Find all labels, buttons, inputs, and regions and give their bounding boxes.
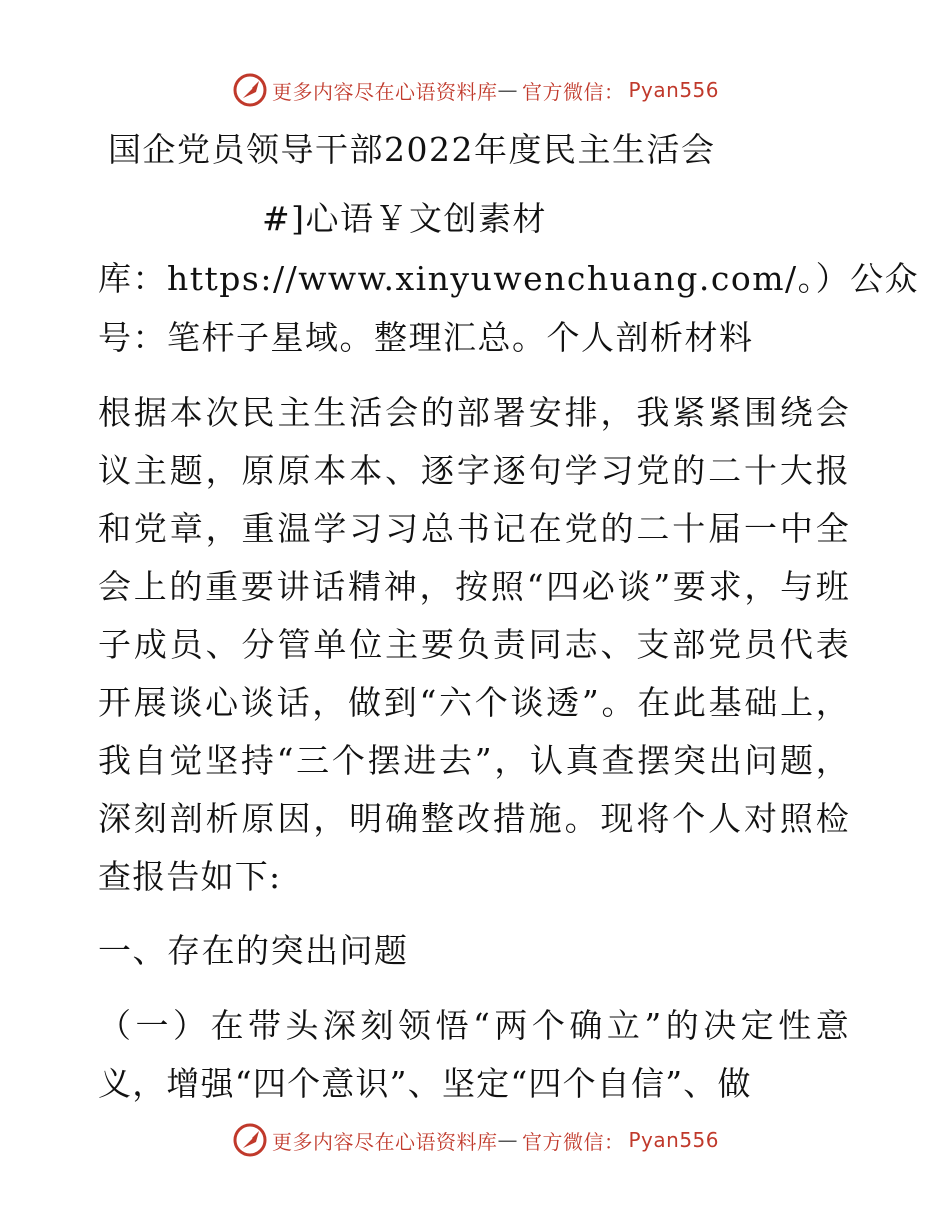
watermark-text: 更多内容尽在心语资料库 [272,79,498,104]
document-title: 国企党员领导干部2022年度民主生活会 [108,130,716,169]
document-meta-line1: 库：https://www.xinyuwenchuang.com/。）公众 [98,259,920,298]
watermark-text: 更多内容尽在心语资料库 [272,1129,498,1154]
watermark-wechat-label: 官方微信： [522,1129,625,1154]
watermark-banner-top [232,70,719,110]
watermark-wechat-id: Pyan556 [628,78,720,102]
watermark-banner-bottom [232,1120,719,1160]
document-meta-line2: 号：笔杆子星域。整理汇总。个人剖析材料 [98,318,754,357]
subsection-paragraph: （一）在带头深刻领悟“两个确立”的决定性意义，增强“四个意识”、坚定“四个自信”、做 [98,1006,850,1103]
watermark-separator: — [497,78,518,102]
quill-logo-icon [232,1122,268,1158]
watermark-wechat-label: 官方微信： [522,79,625,104]
watermark-separator: — [497,1128,518,1152]
intro-paragraph: 根据本次民主生活会的部署安排，我紧紧围绕会议主题，原原本本、逐字逐句学习党的二十大报和党章，重温学习习总书记在党的二十届一中全会上的重要讲话精神，按照“四必谈”要求，与班子成员、分管单位主要负责同志、支部党员代表开展谈心谈话，做到“六个谈透”。在此基础上，我自觉坚持“三个摆进去”，认真查摆突出问题，深刻剖析原因，明确整改措施。现将个人对照检查报告如下: [98,393,850,896]
watermark-wechat-id: Pyan556 [628,1128,720,1152]
section-heading: 一、存在的突出问题 [98,931,409,970]
document-title-line2: #]心语￥文创素材 [262,199,548,238]
quill-logo-icon [232,72,268,108]
